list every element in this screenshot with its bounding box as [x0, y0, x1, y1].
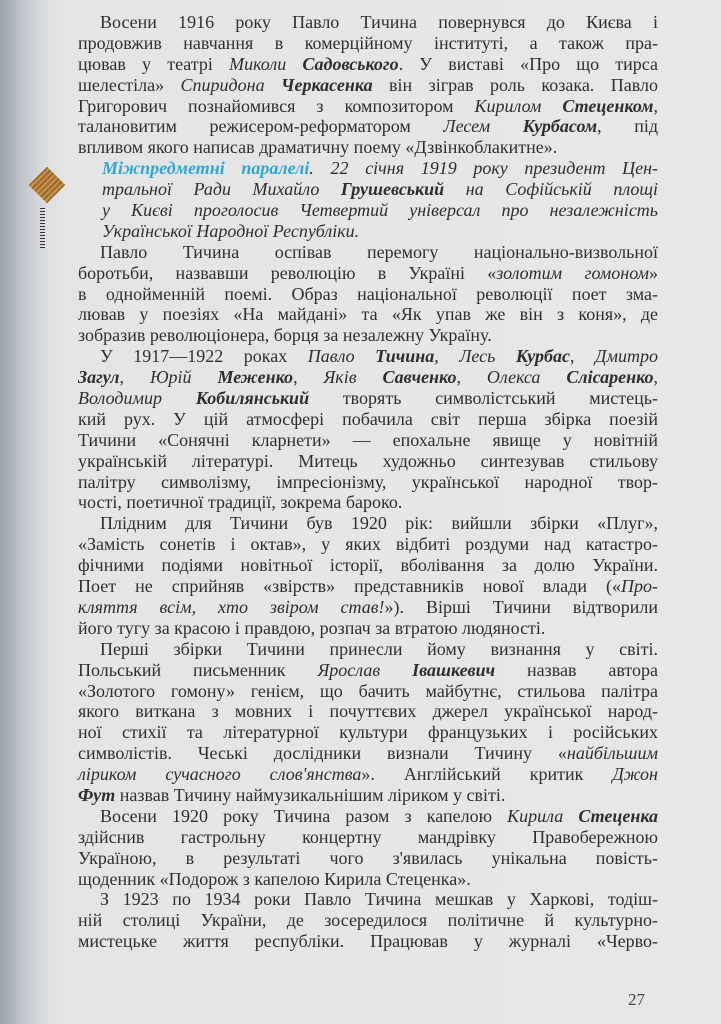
text-segment: Стеценка	[578, 805, 658, 826]
text-segment: ної стихії та літературної культури французьких і російських	[78, 722, 658, 743]
text-segment: Юрій	[149, 367, 218, 388]
text-segment: Дмитро	[595, 346, 658, 367]
text-segment: Садовського	[302, 53, 399, 74]
text-segment: Миколи	[229, 53, 303, 74]
text-segment: лював у поезіях «На майдані» та «Як упав же він з коня», де	[78, 304, 658, 325]
text-line	[78, 785, 658, 806]
text-segment: символістів. Чеські дослідники визнали Тичину «	[78, 743, 567, 764]
text-segment: Ярослав	[317, 659, 413, 680]
text-line	[78, 681, 658, 702]
text-line	[78, 12, 658, 33]
text-line	[78, 889, 658, 910]
text-segment: боротьби, назвавши революцію в Україні «	[78, 262, 497, 283]
text-segment: Джон	[612, 764, 658, 785]
text-segment: здійснив гастрольну концертну мандрівку Правобережною	[78, 826, 658, 847]
text-line	[78, 764, 658, 785]
text-line	[78, 346, 658, 367]
text-segment: Івашкевич	[412, 659, 496, 680]
text-segment: ». Англійський критик	[361, 764, 613, 785]
text-segment: на Софійській площі	[444, 179, 658, 200]
text-line	[78, 54, 658, 75]
text-segment: Спиридона	[180, 74, 282, 95]
page-text	[78, 12, 658, 952]
text-segment: Кирила	[507, 805, 579, 826]
text-segment: Павло Тичина оспівав перемогу національно-визвольної	[100, 241, 658, 262]
text-line	[78, 242, 658, 263]
text-line	[78, 576, 658, 597]
text-segment: Фут	[78, 784, 116, 805]
text-segment: Восени 1920 року Тичина разом з капелою	[100, 805, 508, 826]
text-segment: . У виставі «Про що тирса	[398, 53, 659, 74]
text-segment: Української Народної Республіки.	[102, 220, 360, 241]
section-marker-icon	[29, 167, 66, 204]
text-segment: палітру символізму, імпресіонізму, української народної твор-	[78, 471, 658, 492]
text-line	[78, 325, 658, 346]
text-segment: талановитим режисером-реформатором	[78, 116, 444, 137]
text-segment: золотим гомоном	[496, 262, 649, 283]
text-segment: Павло	[307, 346, 376, 367]
text-segment: , під	[597, 116, 658, 137]
text-segment: ,	[570, 346, 596, 367]
text-segment: Тичина	[375, 346, 435, 367]
text-segment: Про-	[621, 576, 658, 597]
text-segment: у Києві проголосив Четвертий універсал про незалежність	[102, 200, 658, 221]
text-segment: Лесь	[459, 346, 516, 367]
text-segment: Курбас	[515, 346, 571, 367]
text-segment: «Замість сонетів і октав», у яких відбиті роздуми над катастро-	[78, 534, 658, 555]
text-line	[78, 388, 658, 409]
text-segment: У 1917—1922 роках	[100, 346, 308, 367]
text-segment: в однойменній поемі. Образ національної революції поет зма-	[78, 283, 658, 304]
text-segment: ,	[456, 367, 487, 388]
text-segment: ,	[293, 367, 324, 388]
text-segment: Курбасом	[522, 116, 598, 137]
text-segment: ,	[653, 95, 658, 116]
text-segment: найбільшим	[566, 743, 658, 764]
text-line	[78, 263, 658, 284]
text-segment: мистецьке життя республіки. Працював у журналі «Черво-	[78, 931, 658, 952]
text-segment: Польський письменник	[78, 659, 318, 680]
text-segment: впливом якого написав драматичну поему «Дзвінкоблакитне».	[78, 137, 558, 158]
text-segment: ліриком сучасного слов'янства	[78, 764, 362, 785]
text-segment: Лесем	[443, 116, 523, 137]
text-line	[78, 367, 658, 388]
text-segment: ,	[653, 367, 659, 388]
text-line	[78, 534, 658, 555]
text-segment: Стеценком	[562, 95, 654, 116]
text-segment: продовжив навчання в комерційному інституті, а також пра-	[78, 32, 658, 53]
text-line	[78, 492, 658, 513]
text-line	[78, 221, 658, 242]
text-line	[78, 513, 658, 534]
text-line	[78, 409, 658, 430]
text-line	[78, 827, 658, 848]
text-segment: Кирилом	[474, 95, 563, 116]
text-line	[78, 200, 658, 221]
text-segment: кий рух. У цій атмосфері побачила світ перша збірка поезій	[78, 408, 658, 429]
text-line	[78, 33, 658, 54]
text-segment: назвав Тичину наймузикальнішим ліриком у світі.	[115, 784, 506, 805]
text-line	[78, 848, 658, 869]
text-segment: Загул	[78, 367, 120, 388]
section-heading: Міжпредметні паралелі	[102, 158, 310, 179]
text-line	[78, 639, 658, 660]
text-line	[78, 910, 658, 931]
text-line	[78, 179, 658, 200]
text-segment: шелестіла»	[78, 74, 181, 95]
text-line	[78, 430, 658, 451]
text-line	[78, 304, 658, 325]
text-segment: він зіграв роль козака. Павло	[372, 74, 658, 95]
text-segment: українській літературі. Митець художньо синтезував стильову	[78, 450, 658, 471]
text-segment: »	[649, 262, 658, 283]
text-segment: цював у театрі	[78, 53, 230, 74]
text-segment: Меженко	[217, 367, 294, 388]
text-segment: Кобилянський	[195, 388, 310, 409]
side-bar-decoration	[40, 208, 45, 248]
text-line	[78, 284, 658, 305]
text-line	[78, 555, 658, 576]
text-line	[78, 75, 658, 96]
text-line	[78, 869, 658, 890]
text-segment: ,	[119, 367, 150, 388]
text-segment: Яків	[323, 367, 383, 388]
text-line	[78, 701, 658, 722]
text-line	[78, 96, 658, 117]
text-segment: ній столиці України, де зосередилося політичне й культурно-	[78, 910, 658, 931]
text-line	[78, 722, 658, 743]
text-segment: Грушевський	[340, 179, 445, 200]
text-segment: Плідним для Тичини був 1920 рік: вийшли збірки «Плуг»,	[100, 513, 658, 534]
text-segment: «Золотого гомону» генієм, що бачить майбутнє, стильова палітра	[78, 680, 658, 701]
text-line	[78, 660, 658, 681]
text-segment: Поет не сприйняв «звірств» представників нової влади («	[78, 576, 621, 597]
text-line	[78, 618, 658, 639]
text-segment: Україною, в результаті чого з'явилась унікальна повість-	[78, 847, 658, 868]
text-segment: »). Вірші Тичини відтворили	[384, 596, 658, 617]
text-segment: Володимир	[78, 388, 196, 409]
text-segment: Слісаренко	[566, 367, 654, 388]
text-segment: його тугу за красою і правдою, розпач за втратою людяності.	[78, 617, 546, 638]
text-segment: Перші збірки Тичини принесли йому визнання у світі.	[100, 638, 658, 659]
text-segment: фічними подіями новітньої історії, вболівання за долю України.	[78, 555, 658, 576]
text-segment: Григорович познайомився з композитором	[78, 95, 475, 116]
text-line	[78, 806, 658, 827]
text-segment: щоденник «Подорож з капелою Кирила Стеценка».	[78, 868, 471, 889]
text-line	[78, 931, 658, 952]
text-segment: назвав автора	[495, 659, 659, 680]
text-segment: ,	[434, 346, 460, 367]
text-segment: З 1923 по 1934 роки Павло Тичина мешкав у Харкові, тодіш-	[100, 889, 658, 910]
text-segment: Черкасенка	[281, 74, 373, 95]
text-segment: творять символістський мистець-	[309, 388, 658, 409]
text-line	[78, 116, 658, 137]
text-segment: тральної Ради Михайло	[102, 179, 341, 200]
page-number: 27	[628, 990, 645, 1009]
text-line	[78, 137, 658, 158]
text-segment: Савченко	[382, 367, 457, 388]
text-segment: якого виткана з мовних і почуттєвих джерел української народ-	[78, 701, 658, 722]
text-line	[78, 472, 658, 493]
text-segment: чості, поетичної традиції, зокрема бароко.	[78, 492, 403, 513]
text-segment: Тичини «Сонячні кларнети» — епохальне явище у новітній	[78, 429, 658, 450]
text-segment: кляття всім, хто звіром став!	[78, 596, 385, 617]
text-segment: Восени 1916 року Павло Тичина повернувся до Києва і	[100, 12, 658, 32]
text-line	[78, 743, 658, 764]
text-segment: зобразив революціонера, борця за незалежну Україну.	[78, 325, 492, 346]
text-line	[78, 451, 658, 472]
text-segment: Олекса	[486, 367, 567, 388]
text-line	[78, 597, 658, 618]
text-segment: . 22 січня 1919 року президент Цен-	[309, 158, 659, 179]
text-line	[78, 158, 658, 179]
